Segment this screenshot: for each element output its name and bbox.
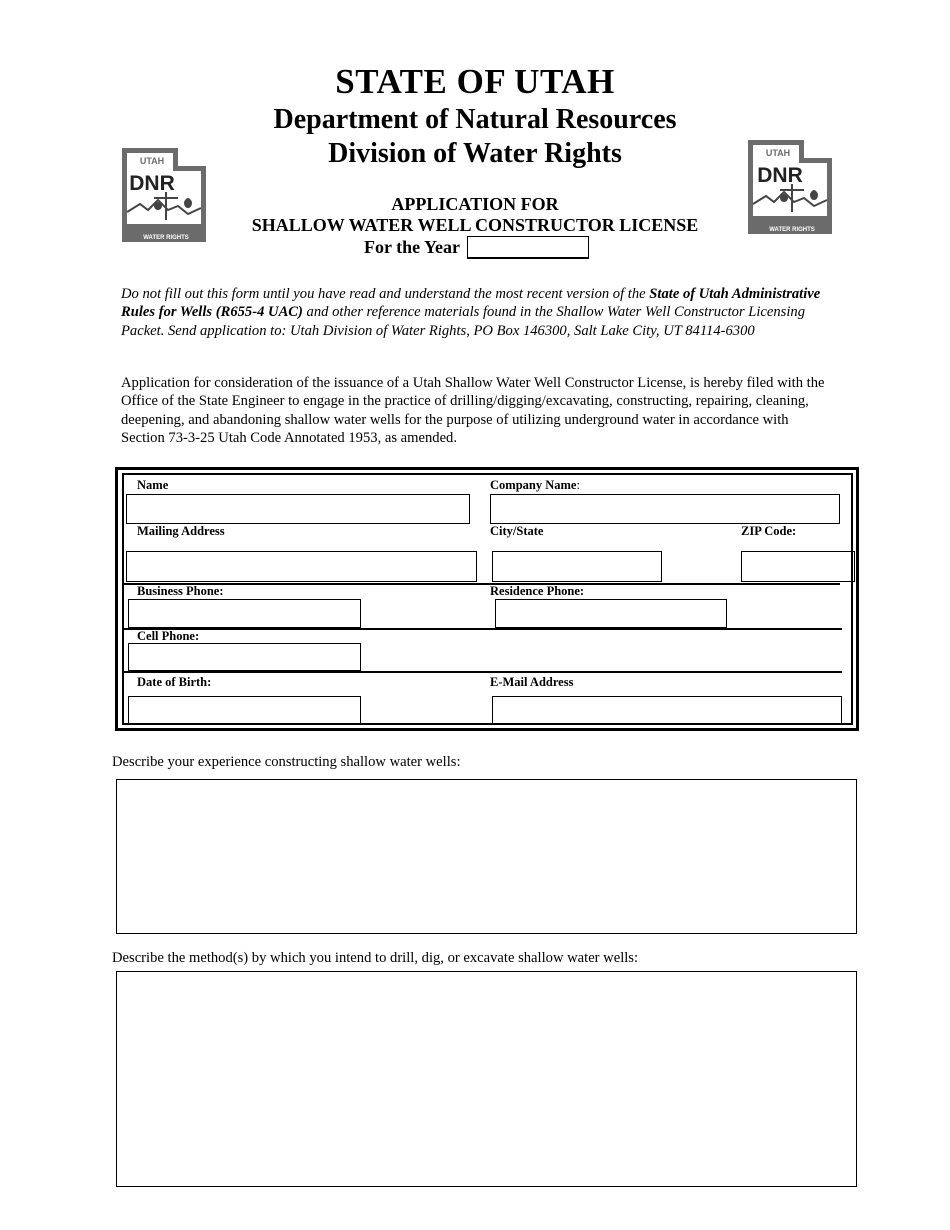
email-address-label: E-Mail Address xyxy=(490,675,574,689)
business-phone-input[interactable] xyxy=(128,599,361,628)
row-divider xyxy=(124,628,842,630)
city-state-label: City/State xyxy=(490,524,544,538)
division-title: Division of Water Rights xyxy=(328,138,622,169)
license-title: SHALLOW WATER WELL CONSTRUCTOR LICENSE xyxy=(251,215,699,235)
notice-rules-reference: State of Utah Administrative Rules for Wells (R655-4 UAC) xyxy=(121,286,821,321)
year-input[interactable] xyxy=(467,236,589,259)
logo-dnr-text: DNR xyxy=(129,172,175,195)
date-of-birth-input[interactable] xyxy=(128,696,361,724)
business-phone-label: Business Phone: xyxy=(137,584,224,598)
company-name-label: Company Name: xyxy=(490,478,580,492)
dnr-logo-right xyxy=(744,136,836,240)
notice-text: Do not fill out this form until you have read and understand the most recent version of the xyxy=(121,286,650,302)
row-divider xyxy=(124,671,842,673)
methods-label: Describe the method(s) by which you intend to drill, dig, or excavate shallow water wells: xyxy=(112,950,639,966)
notice-text-continued: and other reference materials found in the Shallow Water Well Constructor Licensing Packet. Send application to: Utah Division of Water Rights, PO Box 146300, Salt Lake City, UT 84114-6300 xyxy=(121,304,806,339)
logo-water-rights-text: WATER RIGHTS xyxy=(143,235,189,241)
experience-label: Describe your experience constructing shallow water wells: xyxy=(112,754,461,770)
residence-phone-label: Residence Phone: xyxy=(490,584,585,598)
mailing-address-input[interactable] xyxy=(126,551,477,582)
cell-phone-label: Cell Phone: xyxy=(137,629,200,643)
department-title: Department of Natural Resources xyxy=(273,104,677,135)
name-label: Name xyxy=(137,478,169,492)
intro-paragraph: Application for consideration of the issuance of a Utah Shallow Water Well Constructor License, is hereby filed with the Office of the State Engineer to engage in the practice of drilling/digging/excavating, constructing, repairing, cleaning, deepening, and abandoning shallow water wells for the purpose of utilizing underground water in accordance with Section 73-3-25 Utah Code Annotated 1953, as amended. xyxy=(121,375,825,446)
logo-utah-text: UTAH xyxy=(139,156,165,166)
row-divider xyxy=(124,583,840,585)
cell-phone-input[interactable] xyxy=(128,643,361,671)
city-state-input[interactable] xyxy=(492,551,662,582)
zip-code-label: ZIP Code: xyxy=(741,524,797,538)
name-input[interactable] xyxy=(126,494,470,524)
application-for-heading: APPLICATION FOR xyxy=(391,194,559,214)
company-name-input[interactable] xyxy=(490,494,840,524)
year-label: For the Year xyxy=(364,237,460,257)
zip-code-input[interactable] xyxy=(741,551,855,582)
state-title: STATE OF UTAH xyxy=(335,62,615,101)
logo-utah-text: UTAH xyxy=(765,148,791,158)
experience-textarea[interactable] xyxy=(116,779,857,934)
dnr-logo-left xyxy=(118,140,210,244)
logo-dnr-text: DNR xyxy=(757,164,803,187)
residence-phone-input[interactable] xyxy=(495,599,727,628)
notice-paragraph xyxy=(121,285,831,340)
email-address-input[interactable] xyxy=(492,696,842,724)
methods-textarea[interactable] xyxy=(116,971,857,1187)
logo-water-rights-text: WATER RIGHTS xyxy=(769,227,815,233)
mailing-address-label: Mailing Address xyxy=(137,524,225,538)
date-of-birth-label: Date of Birth: xyxy=(137,675,212,689)
